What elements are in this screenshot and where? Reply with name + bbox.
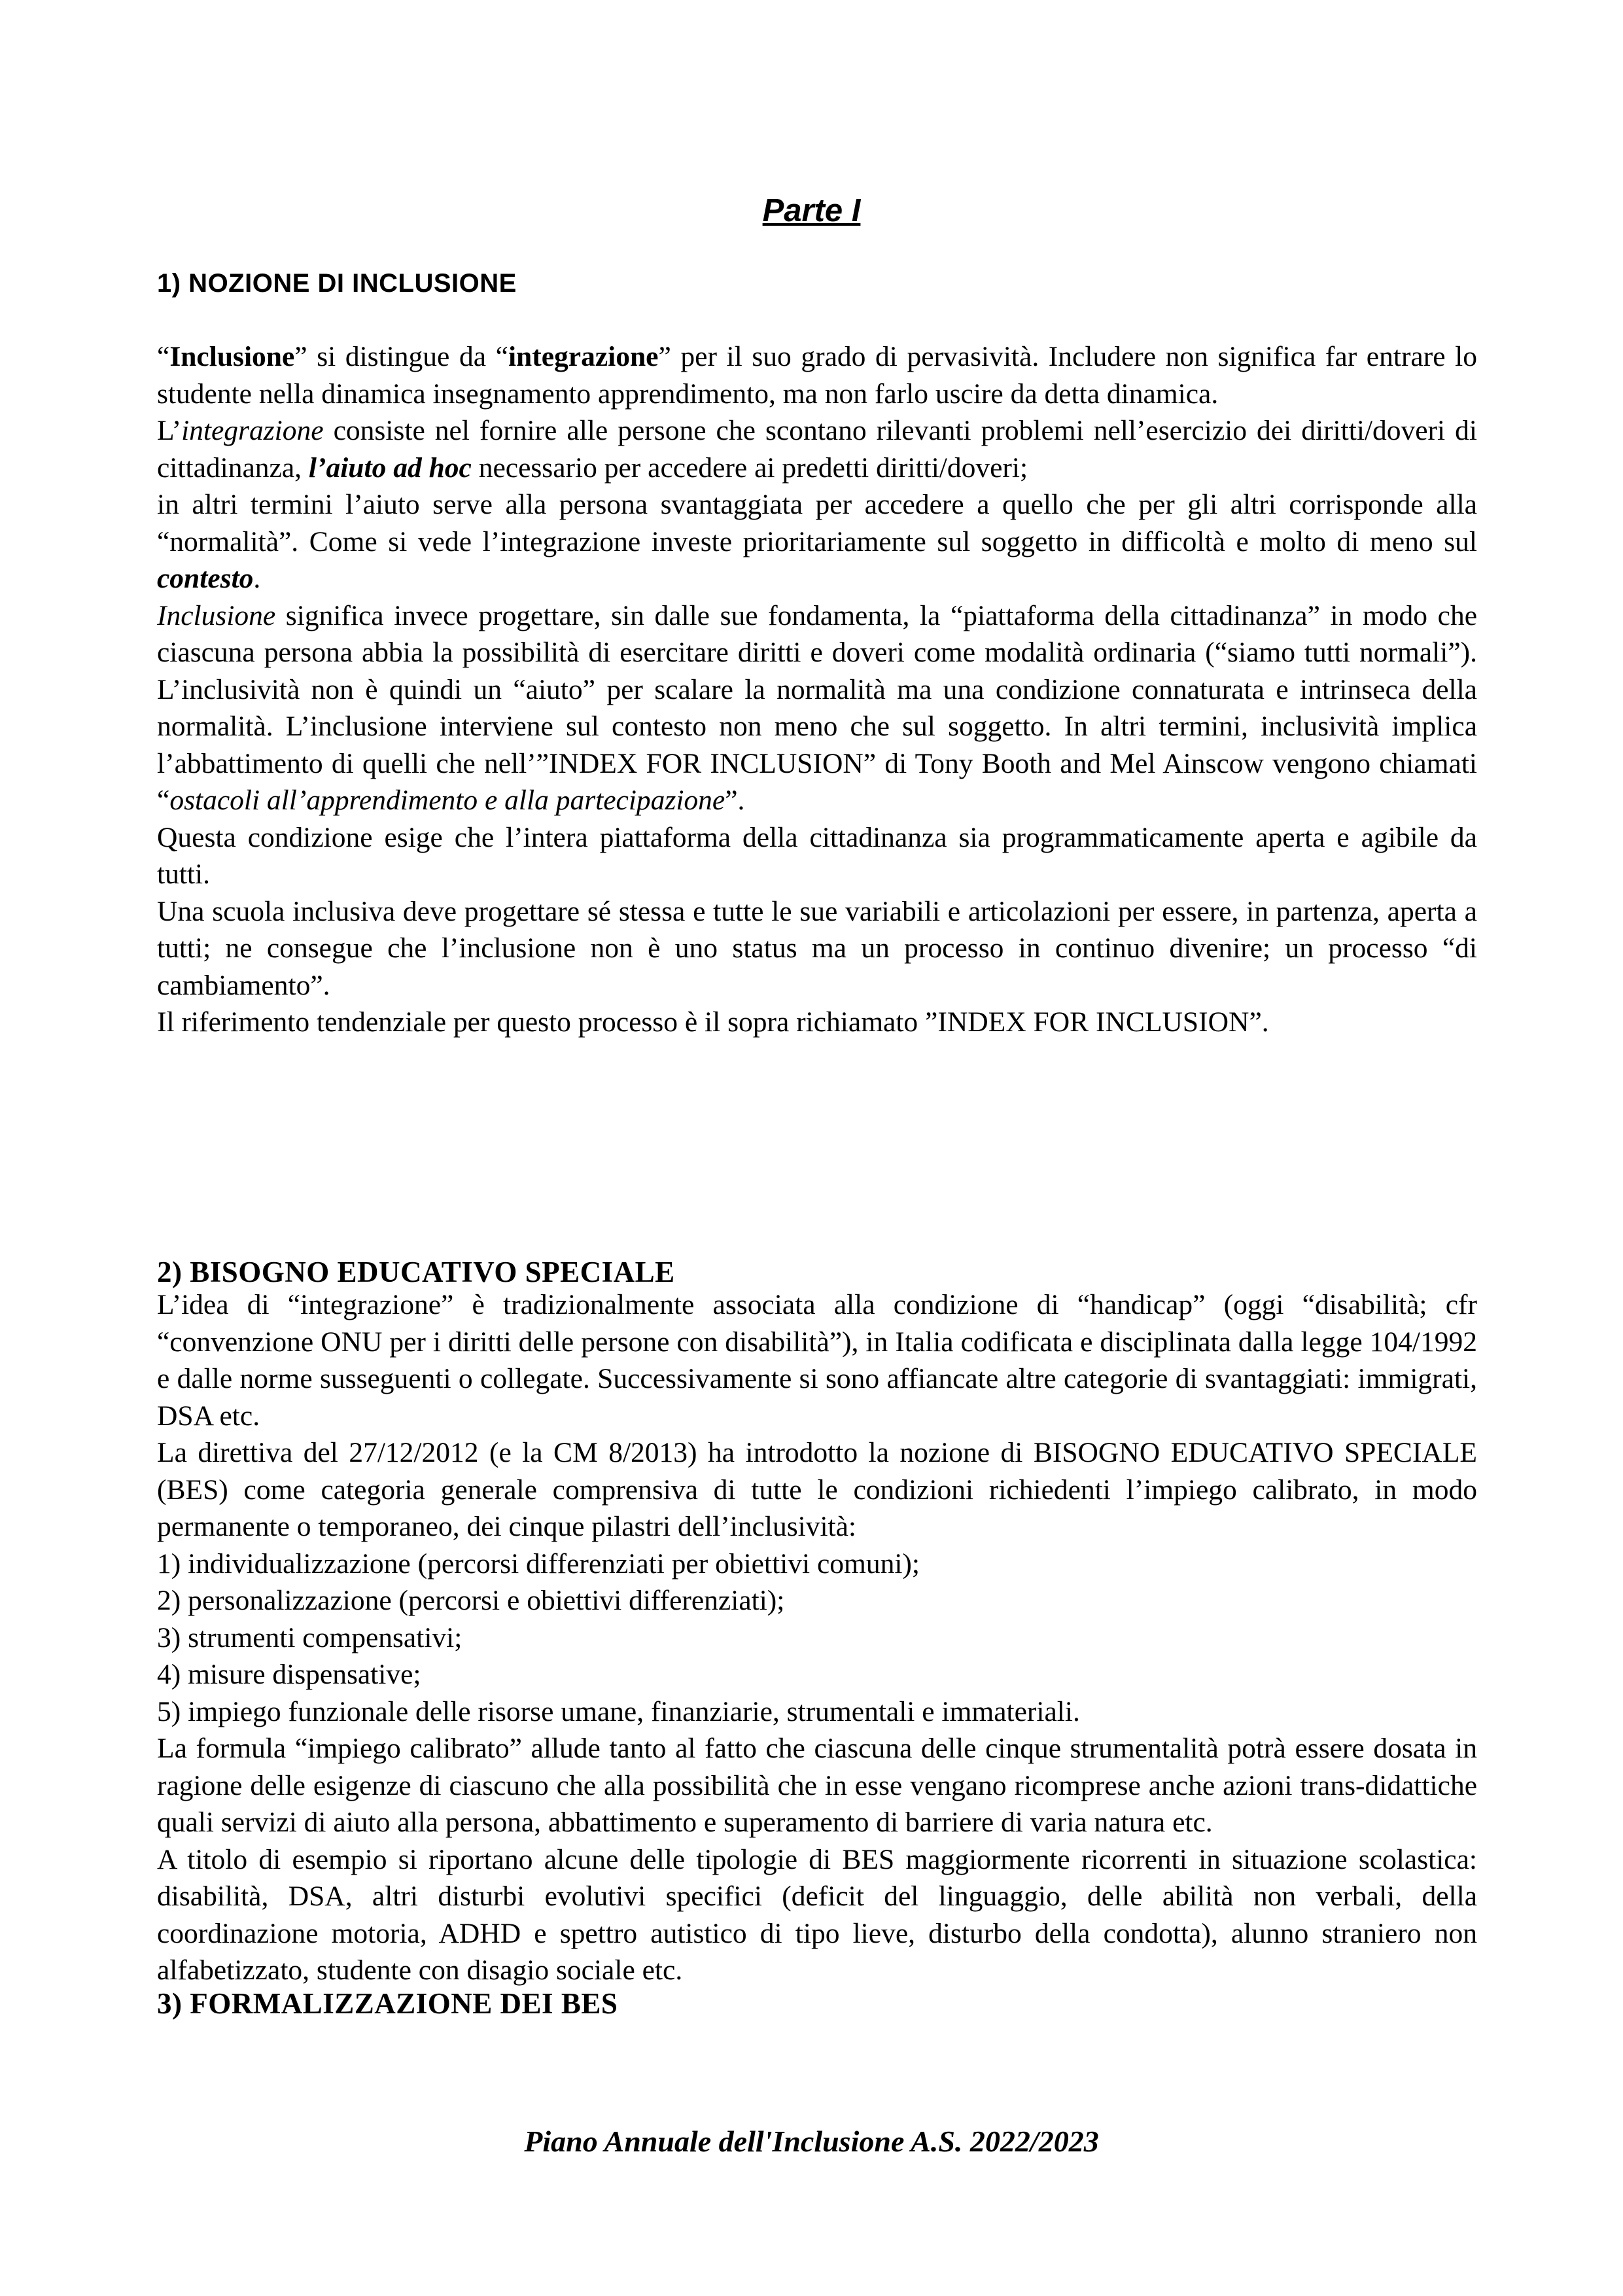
part-title: Parte I (762, 193, 861, 228)
text-run: ”. (725, 785, 745, 816)
text-run: ” si distingue da “ (294, 341, 508, 372)
text-run: consiste nel fornire alle persone che scontano rilevanti problemi nell’esercizio dei diritti/doveri di cittadinanza, (157, 415, 1477, 484)
section2-paragraph-3: La formula “impiego calibrato” allude tanto al fatto che ciascuna delle cinque strumentalità potrà essere dosata in ragione delle esigenze di ciascuno che alla possibilità che in esse vengano ricomprese anche azioni trans-didattiche quali servizi di aiuto alla persona, abbattimento e superamento di barriere di varia natura etc. (157, 1733, 1477, 1838)
section1-paragraph-5: Questa condizione esige che l’intera piattaforma della cittadinanza sia programmaticamente aperta e agibile da tutti. (157, 821, 1477, 890)
list-item: 4) misure dispensative; (157, 1659, 421, 1690)
italic-quote: ostacoli all’apprendimento e alla partecipazione (169, 785, 725, 816)
italic-term: Inclusione (157, 599, 276, 631)
section2-paragraph-1: L’idea di “integrazione” è tradizionalmente associata alla condizione di “handicap” (oggi “disabilità; cfr “convenzione ONU per i diritti delle persone con disabilità”), in Italia codificata e disciplinata dalla legge 104/1992 e dalle norme susseguenti o collegate. Successivamente si sono affiancate altre categorie di svantaggiati: immigrati, DSA etc. (157, 1289, 1477, 1432)
section1-paragraph-1 (157, 338, 1477, 412)
section1-paragraph-4 (157, 597, 1477, 819)
text-run: L’ (157, 415, 182, 446)
list-item: 1) individualizzazione (percorsi differenziati per obiettivi comuni); (157, 1547, 920, 1580)
italic-term: integrazione (181, 415, 324, 446)
page-footer: Piano Annuale dell'Inclusione A.S. 2022/2023 (524, 2125, 1099, 2158)
text-run: ” per il suo grado di pervasività. Includere non significa far entrare lo studente nella dinamica insegnamento apprendimento, ma non farlo uscire da detta dinamica. (157, 341, 1477, 410)
section2-heading: 2) BISOGNO EDUCATIVO SPECIALE (157, 1256, 675, 1288)
text-run: in altri termini l’aiuto serve alla persona svantaggiata per accedere a quello che per gli altri corrisponde alla “normalità”. Come si vede l’integrazione investe prioritariamente sul soggetto in difficoltà e molto di meno sul (157, 489, 1477, 557)
section3-heading: 3) FORMALIZZAZIONE DEI BES (157, 1987, 618, 2020)
section1-paragraph-6: Una scuola inclusiva deve progettare sé stessa e tutte le sue variabili e articolazioni per essere, in partenza, aperta a tutti; ne consegue che l’inclusione non è uno status ma un processo in continuo divenire; un processo “di cambiamento”. (157, 895, 1477, 1001)
section1-body (157, 338, 1477, 1041)
bold-italic-term: l’aiuto ad hoc (308, 451, 472, 484)
bold-term-inclusione: Inclusione (169, 341, 295, 372)
list-item: 5) impiego funzionale delle risorse umane, finanziarie, strumentali e immateriali. (157, 1695, 1080, 1727)
section2-paragraph-4: A titolo di esempio si riportano alcune delle tipologie di BES maggiormente ricorrenti in situazione scolastica: disabilità, DSA, altri disturbi evolutivi specifici (deficit del linguaggio, delle abilità non verbali, della coordinazione motoria, ADHD e spettro autistico di tipo lieve, disturbo della condotta), alunno straniero non alfabetizzato, studente con disagio sociale etc. (157, 1843, 1477, 1986)
text-run: “ (157, 341, 170, 372)
text-run: significa invece progettare, sin dalle sue fondamenta, la “piattaforma della cittadinanza” in modo che ciascuna persona abbia la possibilità di esercitare diritti e doveri come modalità ordinaria (“siamo tutti normali”). L’inclusività non è quindi un “aiuto” per scalare la normalità ma una condizione connaturata e intrinseca della normalità. L’inclusione interviene sul contesto non meno che sul soggetto. In altri termini, inclusività implica l’abbattimento di quelli che nell’”INDEX FOR INCLUSION” di Tony Booth and Mel Ainscow vengono chiamati “ (157, 599, 1477, 816)
section2-paragraph-2: La direttiva del 27/12/2012 (e la CM 8/2013) ha introdotto la nozione di BISOGNO EDUCATIVO SPECIALE (BES) come categoria generale comprensiva di tutte le condizioni richiedenti l’impiego calibrato, in modo permanente o temporaneo, dei cinque pilastri dell’inclusività: (157, 1437, 1477, 1542)
text-run: necessario per accedere ai predetti diritti/doveri; (471, 451, 1028, 484)
list-item: 2) personalizzazione (percorsi e obiettivi differenziati); (157, 1585, 785, 1616)
list-item: 3) strumenti compensativi; (157, 1621, 462, 1653)
bold-italic-term: contesto (157, 563, 254, 594)
section1-paragraph-7: Il riferimento tendenziale per questo processo è il sopra richiamato ”INDEX FOR INCLUSION”. (157, 1006, 1269, 1038)
text-run: . (253, 563, 261, 594)
bold-term-integrazione: integrazione (508, 341, 659, 372)
section1-paragraph-2 (157, 412, 1477, 486)
section1-heading: 1) NOZIONE DI INCLUSIONE (157, 269, 517, 298)
section2-body (157, 1286, 1477, 1989)
section1-paragraph-3 (157, 486, 1477, 597)
